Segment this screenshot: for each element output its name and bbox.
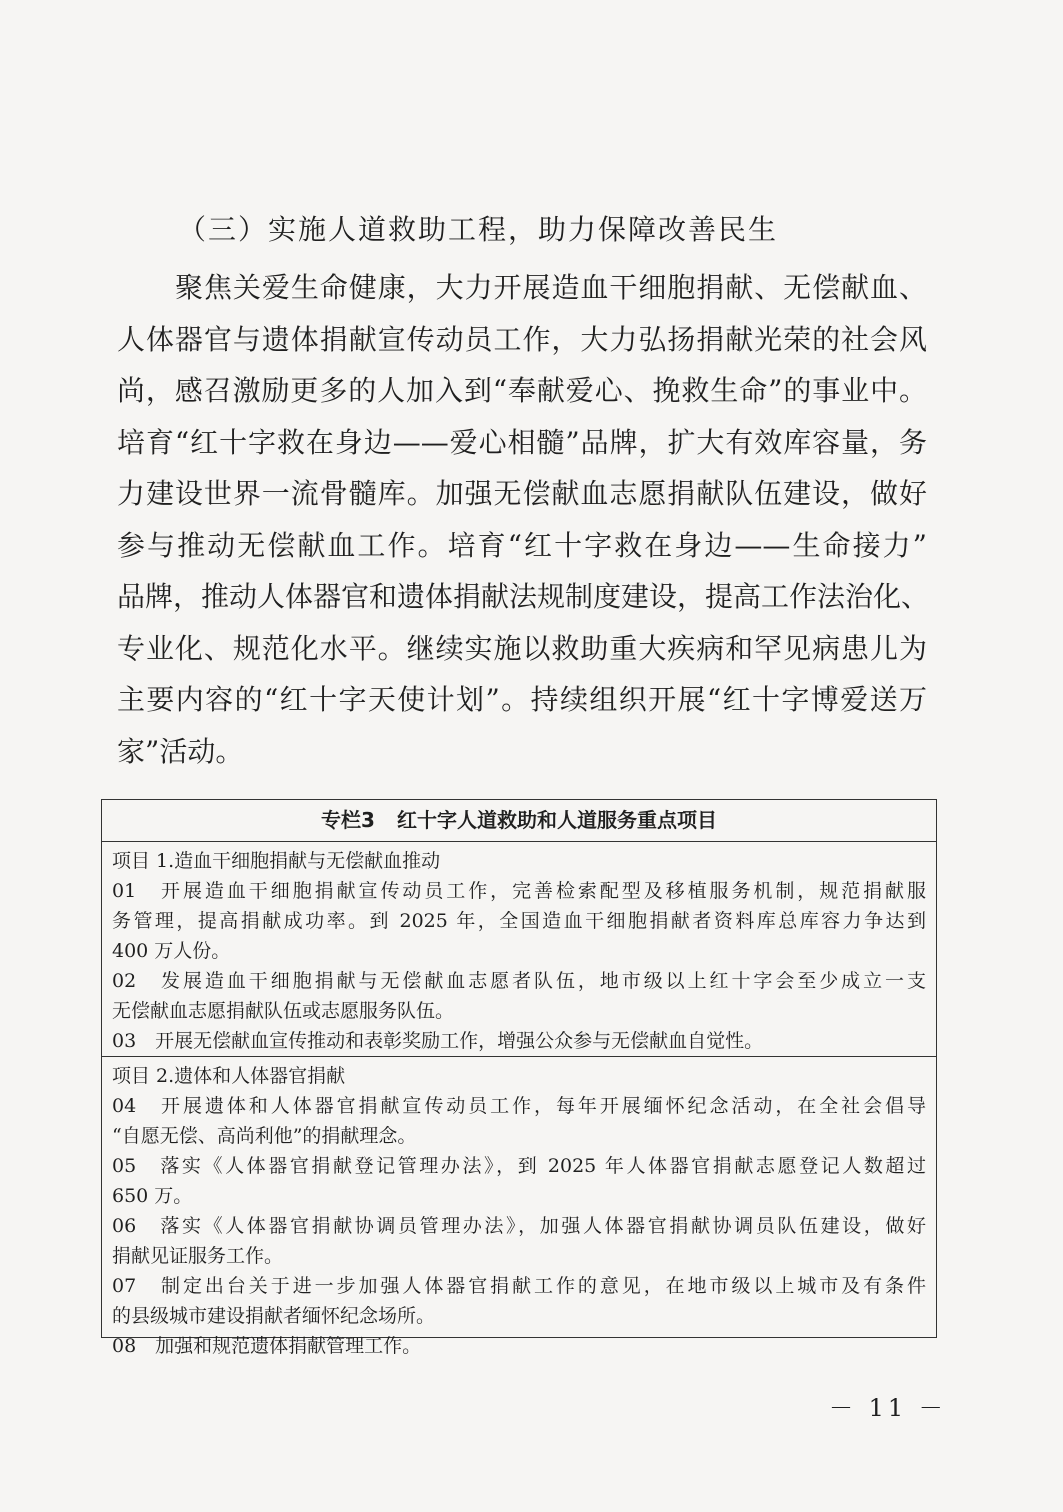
body-line: 聚焦关爱生命健康，大力开展造血干细胞捐献、无偿献血、 [175,271,927,304]
item-line: 01 开展造血干细胞捐献宣传动员工作，完善检索配型及移植服务机制，规范捐献服 [112,880,926,902]
item-line: 捐献见证服务工作。 [112,1245,284,1267]
page-number: － 11 － [829,1394,947,1422]
box-title [102,800,936,842]
item-line: 06 落实《人体器官捐献协调员管理办法》，加强人体器官捐献协调员队伍建设，做好 [112,1215,926,1237]
body-line: 尚，感召激励更多的人加入到“奉献爱心、挽救生命”的事业中。 [117,374,927,407]
body-paragraph [117,262,930,777]
feature-box [101,799,937,1357]
item-line: 无偿献血志愿捐献队伍或志愿服务队伍。 [112,1000,455,1022]
box-title-text: 红十字人道救助和人道服务重点项目 [396,808,717,832]
item-line: 400 万人份。 [112,940,231,962]
body-line: 人体器官与遗体捐献宣传动员工作，大力弘扬捐献光荣的社会风 [117,322,927,356]
section-title: 项目 2.遗体和人体器官捐献 [112,1065,346,1087]
item-line: 务管理，提高捐献成功率。到 2025 年，全国造血干细胞捐献者资料库总库容力争达到 [112,910,926,932]
body-line: 主要内容的“红十字天使计划”。持续组织开展“红十字博爱送万 [117,683,927,716]
section-heading: （三）实施人道救助工程，助力保障改善民生 [178,213,779,246]
item-line: “自愿无偿、高尚利他”的捐献理念。 [112,1125,417,1147]
item-line: 650 万。 [112,1185,193,1207]
box-label: 专栏3 [321,808,375,832]
body-line: 家”活动。 [117,734,244,768]
box-section-1 [102,842,936,1056]
body-line: 培育“红十字救在身边——爱心相髓”品牌，扩大有效库容量，务 [117,425,927,459]
item-line: 02 发展造血干细胞捐献与无偿献血志愿者队伍，地市级以上红十字会至少成立一支 [112,970,926,992]
body-line: 参与推动无偿献血工作。培育“红十字救在身边——生命接力” [117,528,927,562]
item-line: 05 落实《人体器官捐献登记管理办法》，到 2025 年人体器官捐献志愿登记人数超过 [112,1155,926,1177]
body-line: 专业化、规范化水平。继续实施以救助重大疾病和罕见病患儿为 [117,631,927,665]
item-line: 08 加强和规范遗体捐献管理工作。 [112,1335,422,1357]
item-line: 的县级城市建设捐献者缅怀纪念场所。 [112,1305,436,1327]
item-line: 04 开展遗体和人体器官捐献宣传动员工作，每年开展缅怀纪念活动，在全社会倡导 [112,1095,926,1117]
body-line: 品牌，推动人体器官和遗体捐献法规制度建设，提高工作法治化、 [117,580,930,613]
item-line: 07 制定出台关于进一步加强人体器官捐献工作的意见，在地市级以上城市及有条件 [112,1275,926,1297]
item-line: 03 开展无偿献血宣传推动和表彰奖励工作，增强公众参与无偿献血自觉性。 [112,1030,764,1052]
section-title: 项目 1.造血干细胞捐献与无偿献血推动 [112,850,441,872]
box-section-2 [102,1056,936,1361]
body-line: 力建设世界一流骨髓库。加强无偿献血志愿捐献队伍建设，做好 [117,477,927,510]
